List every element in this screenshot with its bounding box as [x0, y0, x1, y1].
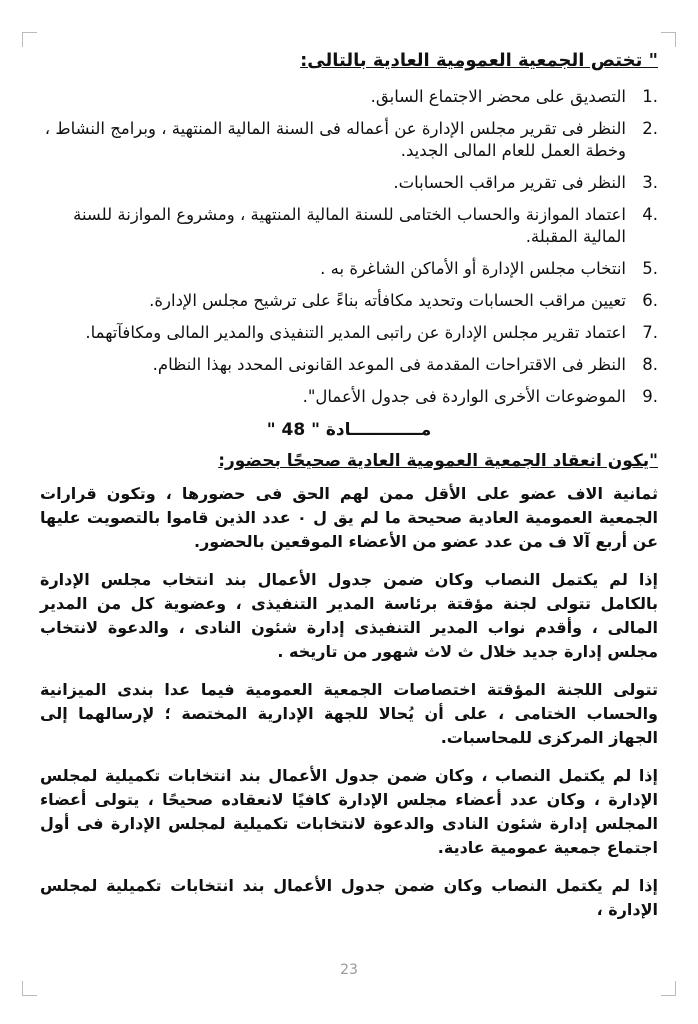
item-number: .6 — [642, 291, 658, 310]
item-number: .7 — [642, 323, 658, 342]
item-text: تعيين مراقب الحسابات وتحديد مكافأته بناءً على ترشيح مجلس الإدارة. — [149, 291, 626, 310]
crop-mark-bottom-right — [661, 981, 676, 996]
item-number: .5 — [642, 259, 658, 278]
crop-mark-bottom-left — [22, 981, 37, 996]
paragraph: إذا لم يكتمل النصاب ، وكان ضمن جدول الأعمال بند انتخابات تكميلية لمجلس الإدارة ، وكان عدد أعضاء مجلس الإدارة كافيًا لانعقاده صحيحًا ، يتولى أعضاء المجلس إدارة شئون النادى والدعوة لانتخابات تكميلية لمجلس الإدارة فى أول اجتماع جمعية عمومية عادية. — [40, 766, 658, 857]
item-text: التصديق على محضر الاجتماع السابق. — [370, 87, 626, 106]
item-number: .3 — [642, 173, 658, 192]
list-item — [40, 354, 658, 376]
item-number: .8 — [642, 355, 658, 374]
list-item — [40, 290, 658, 312]
article-heading: "يكون انعقاد الجمعية العمومية العادية صحيحًا بحضور: — [218, 451, 658, 471]
paragraph: إذا لم يكتمل النصاب وكان ضمن جدول الأعمال بند انتخابات تكميلية لمجلس الإدارة ، — [40, 876, 658, 919]
section-heading: " تختص الجمعية العمومية العادية بالتالى: — [300, 50, 658, 71]
paragraph: ثمانية الاف عضو على الأقل ممن لهم الحق فى حضورها ، وتكون قرارات الجمعية العمومية العادية صحيحة ما لم يق ل ٠ عدد الذين قاموا بالتصويت عليها عن أربع آلا ف من عدد عضو من الأعضاء الموقعين بالحضور. — [40, 484, 659, 551]
list-item — [40, 258, 658, 280]
list-item — [40, 172, 658, 194]
list-item — [40, 118, 658, 162]
item-text: النظر فى تقرير مجلس الإدارة عن أعماله فى السنة المالية المنتهية ، وبرامج النشاط ، وخطة العمل للعام المالى الجديد. — [44, 119, 626, 160]
crop-mark-top-left — [22, 32, 37, 47]
list-item — [40, 204, 658, 248]
item-text: الموضوعات الأخرى الواردة فى جدول الأعمال". — [302, 387, 626, 406]
item-number: .4 — [642, 205, 658, 224]
paragraph: تتولى اللجنة المؤقتة اختصاصات الجمعية العمومية فيما عدا بندى الميزانية والحساب الختامى ، على أن يُحالا للجهة الإدارية المختصة ؛ لإرسالهما إلى الجهاز المركزى للمحاسبات. — [40, 680, 658, 747]
list-item — [40, 322, 658, 344]
page-number: 23 — [340, 962, 358, 978]
item-text: اعتماد الموازنة والحساب الختامى للسنة المالية المنتهية ، ومشروع الموازنة للسنة المالية المقبلة. — [73, 205, 626, 246]
crop-mark-top-right — [661, 32, 676, 47]
document-page — [40, 48, 658, 936]
item-text: اعتماد تقرير مجلس الإدارة عن راتبى المدير التنفيذى والمدير المالى ومكافآتهما. — [85, 323, 626, 342]
item-text: انتخاب مجلس الإدارة أو الأماكن الشاغرة به . — [320, 259, 626, 278]
article-title: مــــــــــــادة " 48 " — [266, 420, 432, 440]
items-list — [40, 86, 658, 408]
item-text: النظر فى تقرير مراقب الحسابات. — [393, 173, 626, 192]
item-number: .9 — [642, 387, 658, 406]
item-number: .1 — [642, 87, 658, 106]
item-text: النظر فى الاقتراحات المقدمة فى الموعد القانونى المحدد بهذا النظام. — [152, 355, 626, 374]
list-item — [40, 86, 658, 108]
item-number: .2 — [642, 119, 658, 138]
paragraph: إذا لم يكتمل النصاب وكان ضمن جدول الأعمال بند انتخاب مجلس الإدارة بالكامل تتولى لجنة مؤقتة برئاسة المدير التنفيذى ، وعضوية كل من المدير المالى ، وأقدم نواب المدير التنفيذى إدارة شئون النادى ، والدعوة لانتخاب مجلس إدارة جديد خلال ث لاث شهور من تاريخه . — [40, 570, 658, 661]
list-item — [40, 386, 658, 408]
